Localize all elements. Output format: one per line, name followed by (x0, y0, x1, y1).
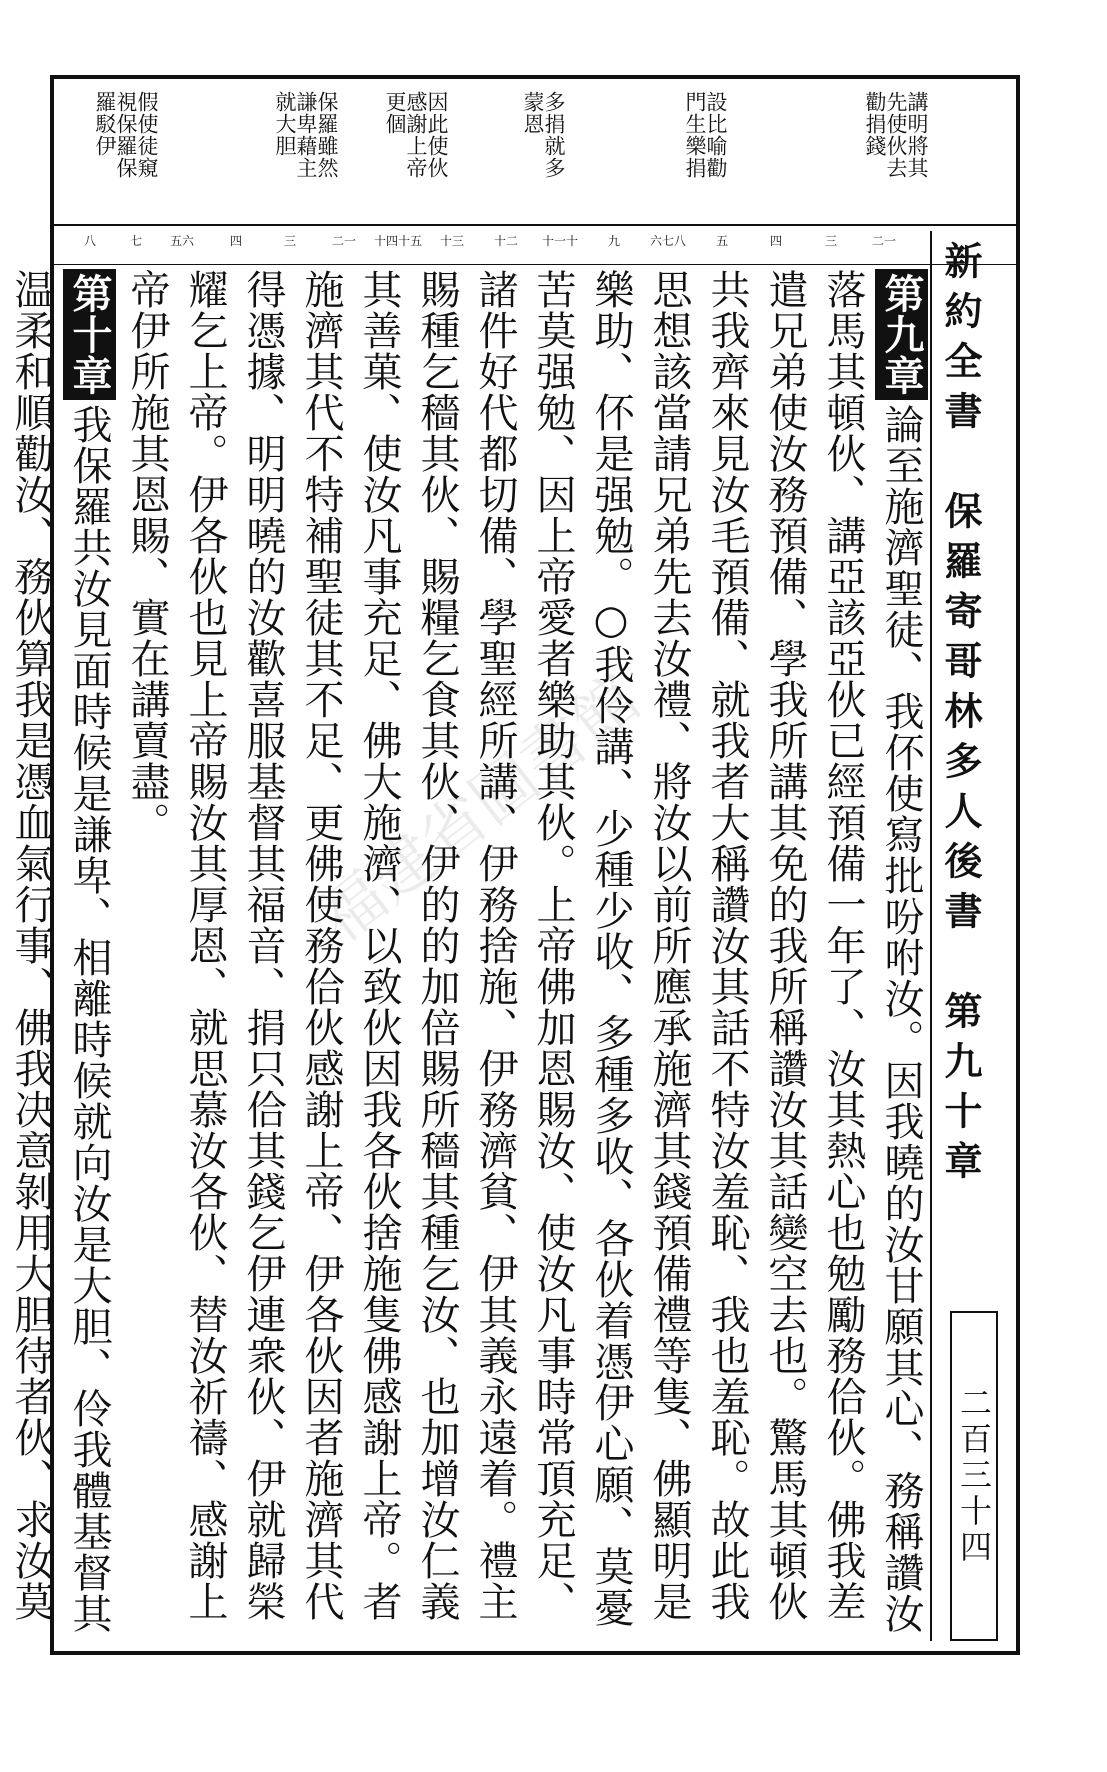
chapter-9-text: 論至施濟聖徒、我伓使寫批吩咐汝。因我曉的汝甘願其心、務稱讚汝落馬其頓伙、講亞該亞伙已經預備一年了、汝其熱心也勉勵務佮伙。佛我差遣兄弟使汝務預備、學我所講其免的我所稱讚汝其話變空去也。驚馬其頓伙共我齊來見汝毛預備、就我者大稱讚汝其話不特汝羞恥、我也羞恥。故此我思想該當請兄弟先去汝禮、將汝以前所應承施濟其錢預備禮等隻、佛顯明是樂助、伓是强勉。○我伶講、少種少收、多種多收、各伙着憑伊心願、莫憂苦莫强勉、因上帝愛者樂助其伙。上帝佛加恩賜汝、使汝凡事時常頂充足、諸件好代都切備、學聖經所講、伊務捨施、伊務濟貧、伊其義永遠着。禮主賜種乞穡其伙、賜糧乞食其伙、伊的的加倍賜所穡其種乞汝、也加增汝仁義其善菓、使汝凡事充足、佛大施濟、以致伙因我各伙捨施隻佛感謝上帝。者施濟其代不特補聖徒其不足、更佛使務佮伙感謝上帝、伊各伙因者施濟其代得憑據、明明曉的汝歡喜服基督其福音、捐只佮其錢乞伊連衆伙、伊就歸榮耀乞上帝。伊各伙也見上帝賜汝其厚恩、就思慕汝各伙、替汝祈禱、感謝上帝伊所施其恩賜、實在講賣盡。 (124, 269, 924, 1634)
marginal-notes-strip (54, 79, 1016, 226)
marginal-note: 假使徒窺 視保羅保 羅駁伊 (93, 91, 159, 179)
chapter-10-text: 我保羅共汝見面時候是謙卑、相離時候就向汝是大胆、伶我體基督其温柔和順勸汝、務伙算我是憑血氣行事、佛我决意剝用大胆待者伙、求汝莫 (8, 269, 112, 1634)
verse-number-strip (54, 226, 1016, 265)
verse-number: 三 (824, 234, 838, 248)
chapter-10-paragraph (0, 269, 118, 1644)
page-frame (8, 75, 1020, 1655)
verse-number: 十二 (493, 234, 519, 248)
verse-number: 四 (229, 234, 243, 248)
verse-number: 八 (83, 234, 97, 248)
verse-number: 七 (129, 234, 143, 248)
chapter-9-marker: 第九章 (875, 269, 928, 400)
verse-number: 九 (607, 234, 621, 248)
verse-number: 十三 (439, 234, 465, 248)
marginal-note: 因此使伙 感謝上帝 更個 (383, 91, 449, 179)
verse-number: 二一 (871, 234, 897, 248)
marginal-note: 設比喻勸 門生樂捐 (683, 91, 728, 179)
marginal-note: 講明將其 先使伙去 勸捐錢 (863, 91, 929, 179)
verse-number: 六七八 (649, 234, 687, 248)
scripture-body (8, 269, 930, 1644)
verse-number: 五 (715, 234, 729, 248)
verse-number: 十一十 (541, 234, 579, 248)
marginal-note: 保羅雖然 謙卑藉主 就大胆 (273, 91, 339, 179)
library-watermark: 福建省圖書館 (305, 662, 654, 958)
marginal-note: 多捐就多 蒙恩 (521, 91, 566, 179)
verse-number: 四 (769, 234, 783, 248)
running-title-column (930, 231, 1006, 1641)
running-title: 新約全書 保羅寄哥林多人後書 第九十章 (938, 241, 983, 1191)
verse-number: 二一 (331, 234, 357, 248)
chapter-10-marker: 第十章 (63, 269, 116, 400)
chapter-9-paragraph (118, 269, 930, 1644)
verse-number: 五六 (169, 234, 195, 248)
page-number: 二百三十四 (950, 1311, 998, 1641)
verse-number: 十四十五 (373, 234, 423, 248)
verse-number: 三 (283, 234, 297, 248)
